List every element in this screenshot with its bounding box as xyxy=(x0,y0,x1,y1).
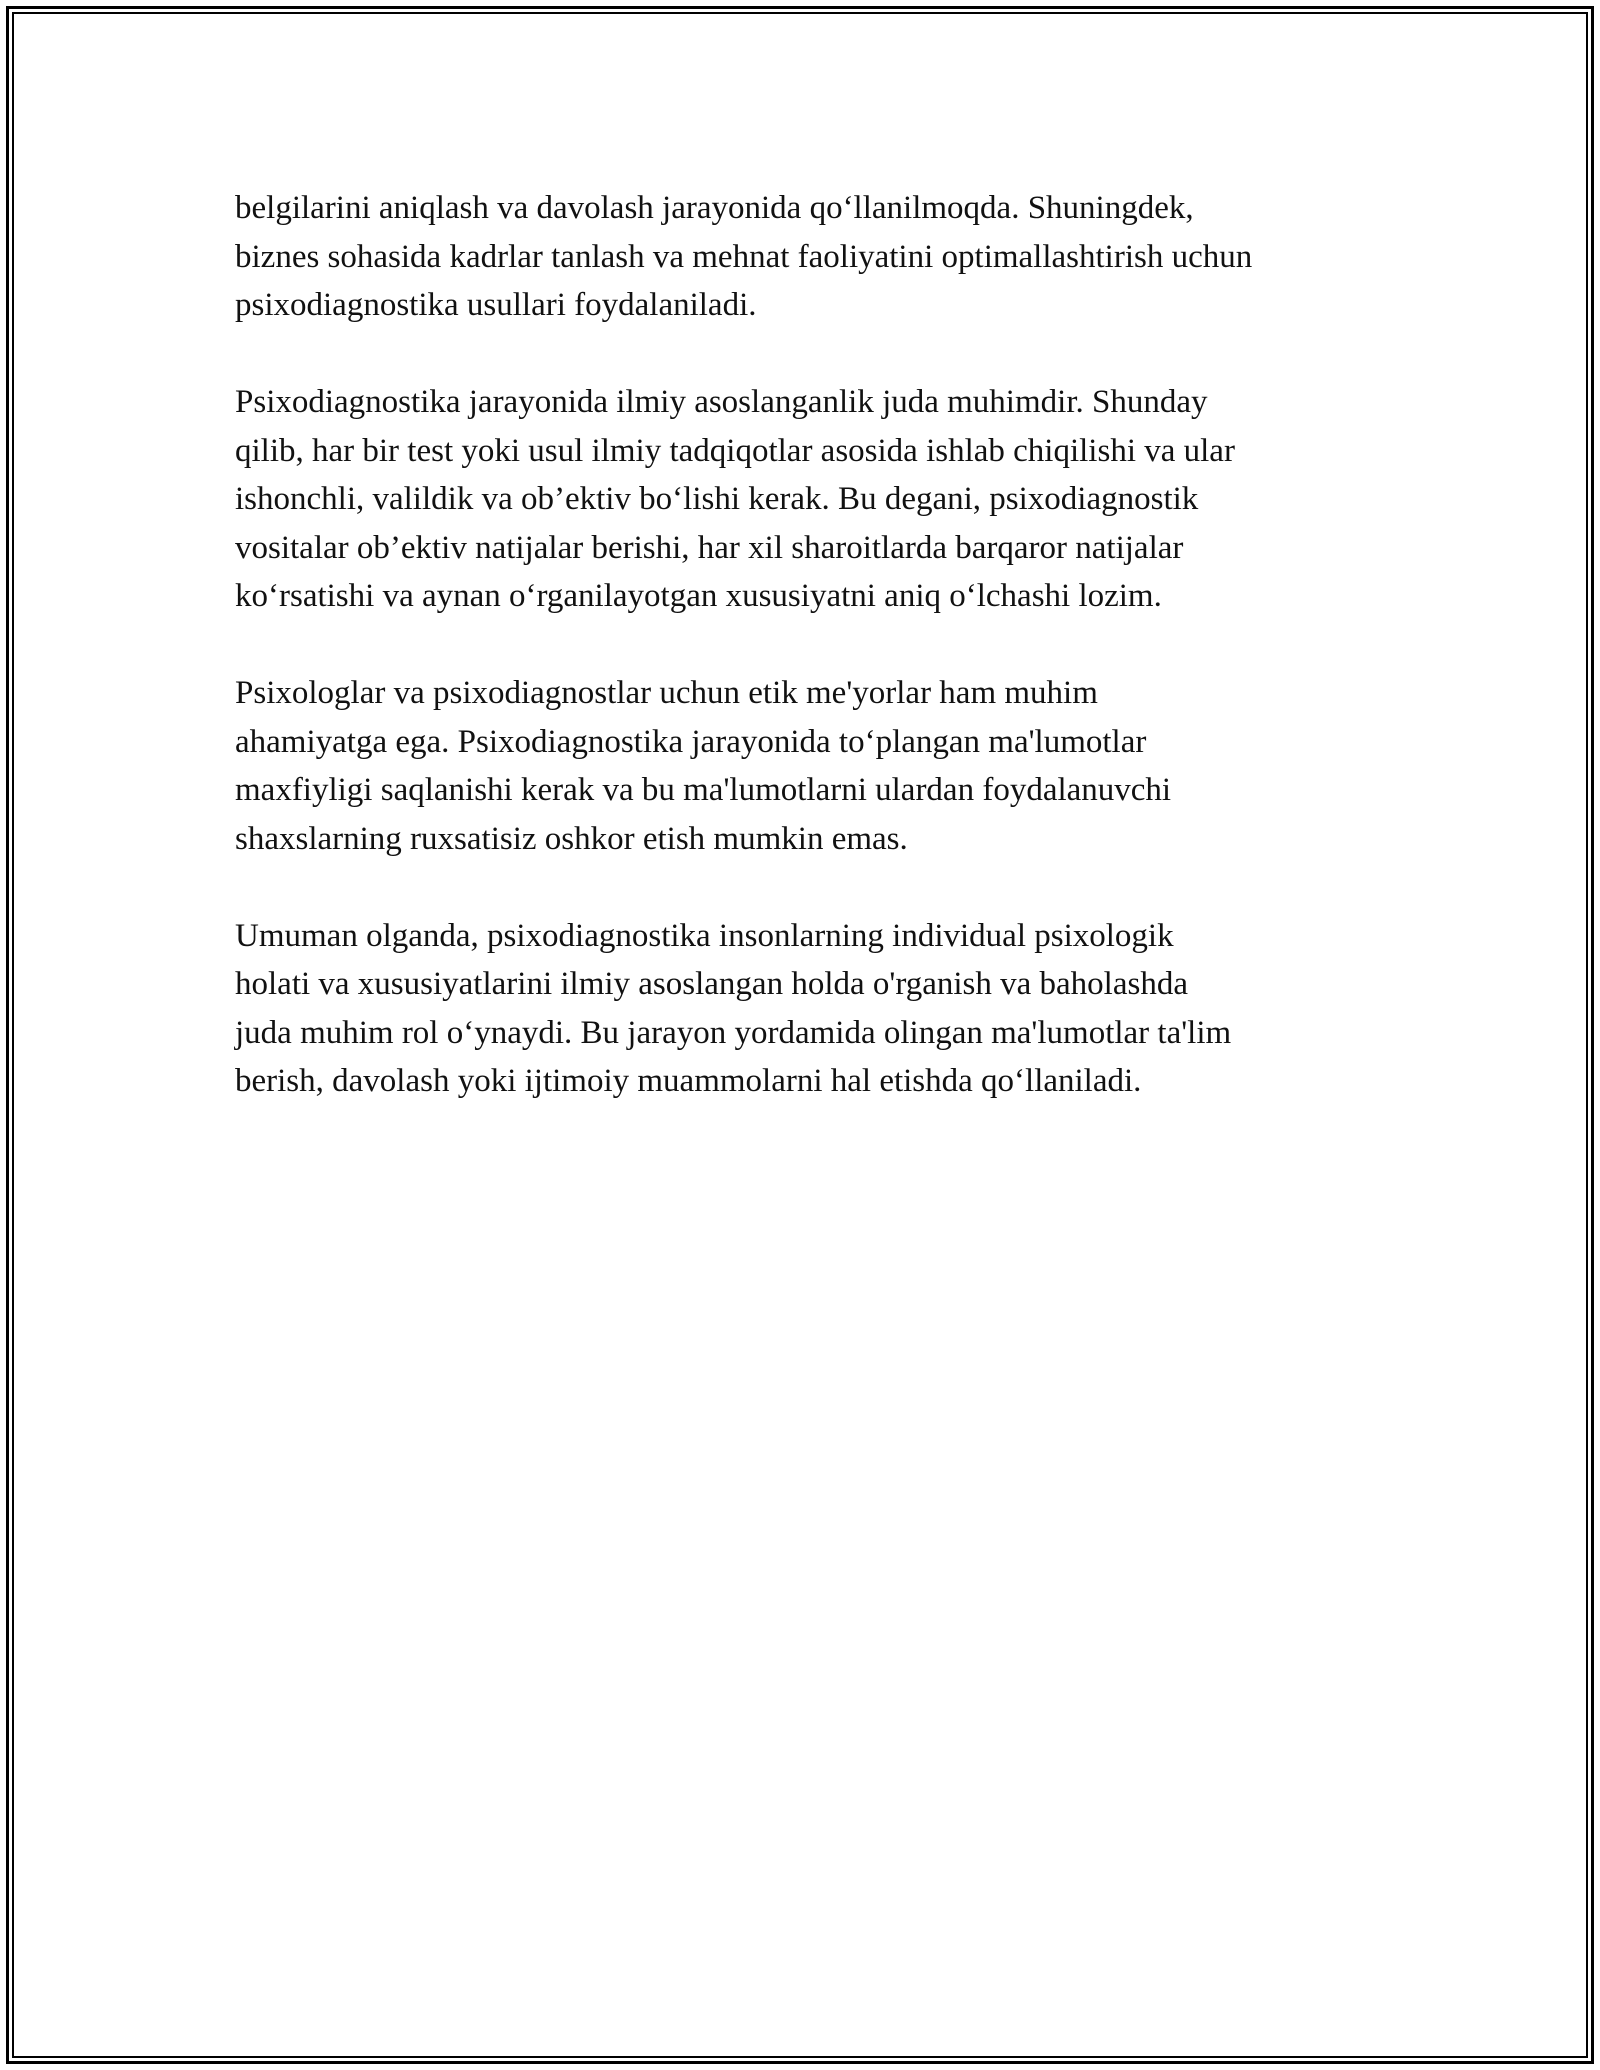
text-line: Umuman olganda, psixodiagnostika insonlarning individual psixologik xyxy=(235,917,1174,954)
paragraph-2 xyxy=(235,378,1375,621)
text-line: berish, davolash yoki ijtimoiy muammolarni hal etishda qo‘llaniladi. xyxy=(235,1063,1142,1099)
paragraph-4 xyxy=(235,912,1375,1106)
text-line: ishonchli, valildik va ob’ektiv bo‘lishi kerak. Bu degani, psixodiagnostik xyxy=(235,481,1199,517)
text-line: shaxslarning ruxsatisiz oshkor etish mumkin emas. xyxy=(235,820,908,857)
text-line: juda muhim rol o‘ynaydi. Bu jarayon yordamida olingan ma'lumotlar ta'lim xyxy=(235,1014,1232,1051)
text-line: psixodiagnostika usullari foydalaniladi. xyxy=(235,287,757,323)
text-line: qilib, har bir test yoki usul ilmiy tadqiqotlar asosida ishlab chiqilishi va ular xyxy=(235,432,1235,469)
text-line: biznes sohasida kadrlar tanlash va mehnat faoliyatini optimallashtirish uchun xyxy=(235,238,1253,275)
document-body xyxy=(235,184,1375,1154)
text-line: maxfiyligi saqlanishi kerak va bu ma'lumotlarni ulardan foydalanuvchi xyxy=(235,772,1172,808)
paragraph-1 xyxy=(235,184,1375,330)
paragraph-3 xyxy=(235,669,1375,863)
text-line: vositalar ob’ektiv natijalar berishi, har xil sharoitlarda barqaror natijalar xyxy=(235,529,1184,566)
text-line: Psixodiagnostika jarayonida ilmiy asoslanganlik juda muhimdir. Shunday xyxy=(235,384,1208,420)
text-line: belgilarini aniqlash va davolash jarayonida qo‘llanilmoqda. Shuningdek, xyxy=(235,190,1194,226)
text-line: holati va xususiyatlarini ilmiy asoslangan holda o'rganish va baholashda xyxy=(235,966,1188,1002)
text-line: ko‘rsatishi va aynan o‘rganilayotgan xususiyatni aniq o‘lchashi lozim. xyxy=(235,578,1162,614)
text-line: Psixologlar va psixodiagnostlar uchun etik me'yorlar ham muhim xyxy=(235,675,1098,711)
text-line: ahamiyatga ega. Psixodiagnostika jarayonida to‘plangan ma'lumotlar xyxy=(235,723,1147,760)
